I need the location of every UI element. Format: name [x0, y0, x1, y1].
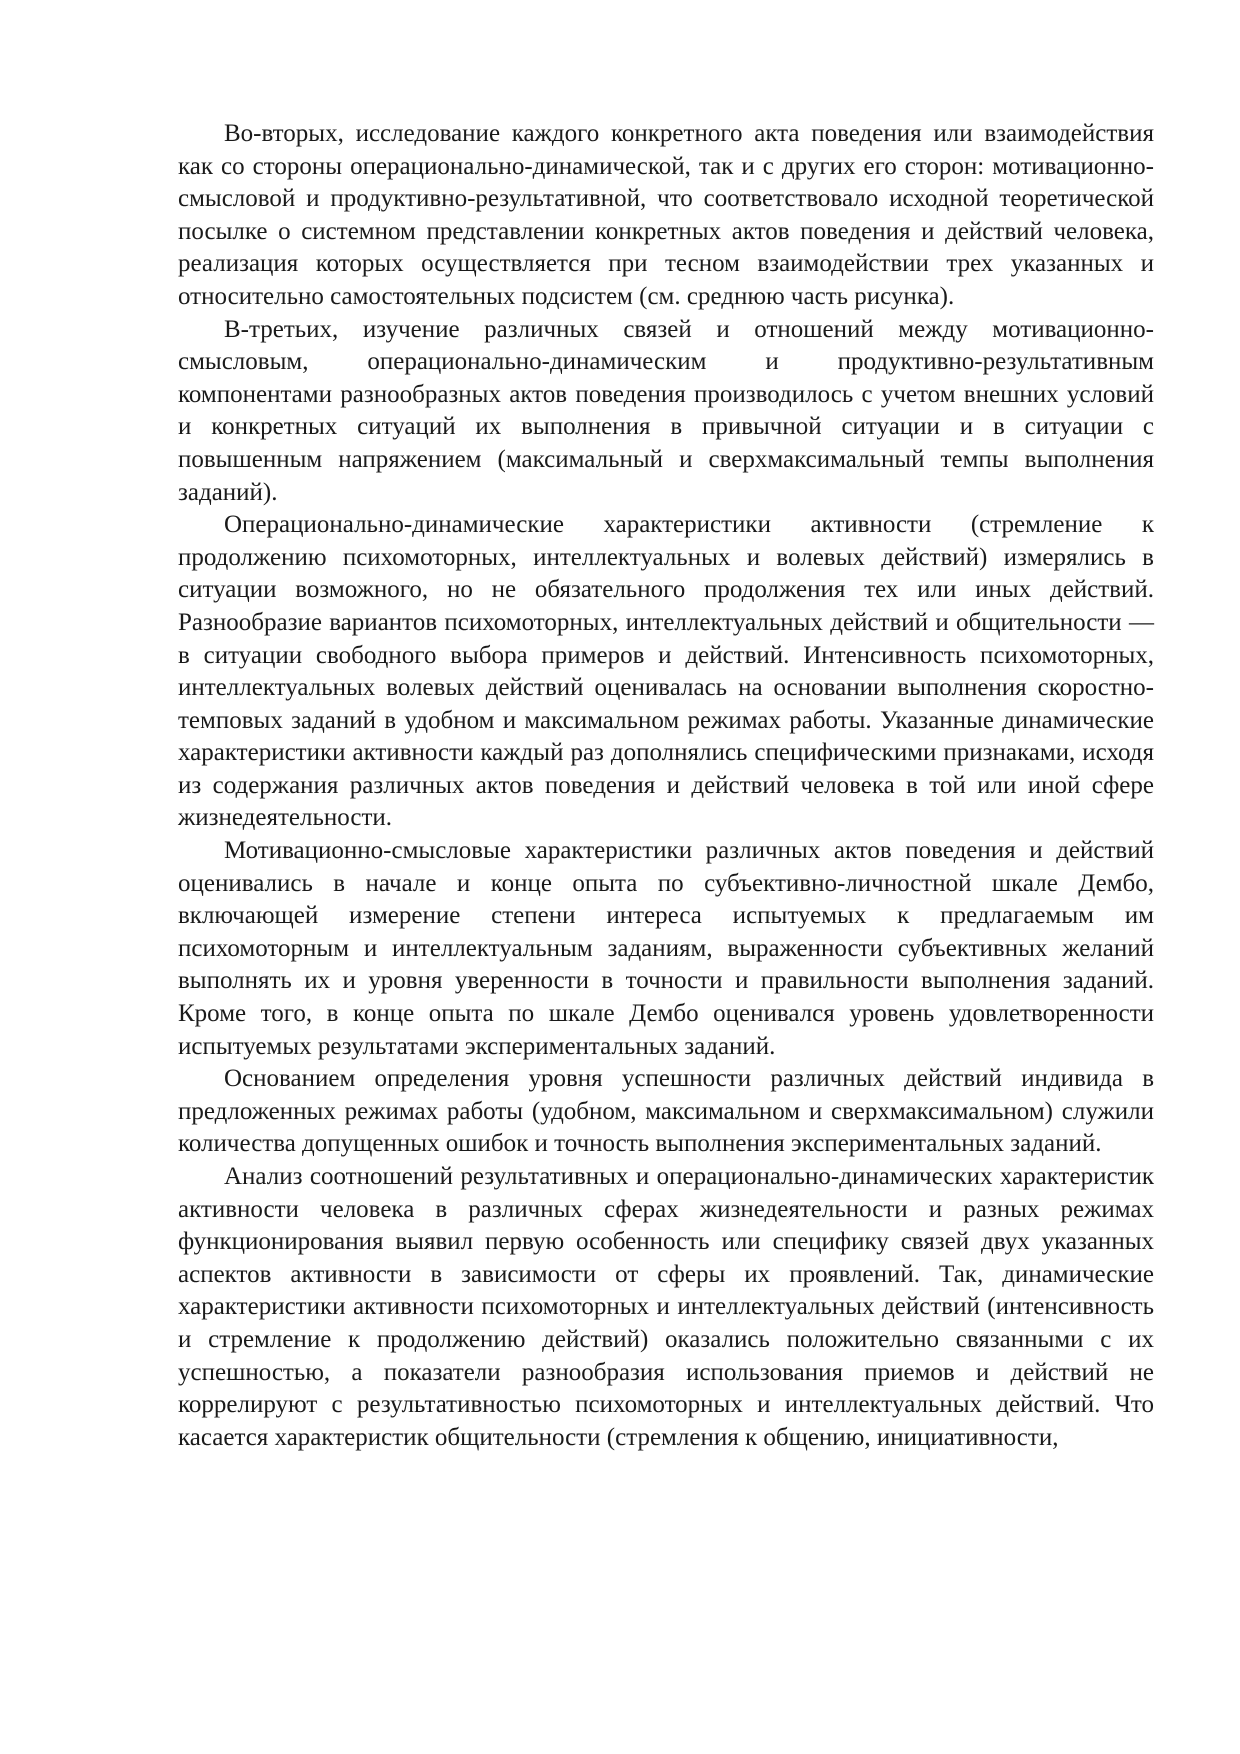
document-page [178, 118, 1154, 1454]
paragraph-second-point: Во-вторых, исследование каждого конкретного акта поведения или взаимодействия как со стороны операционально-динамической, так и с других его сторон: мотивационно-смысловой и продуктивно-результативной, что соответствовало исходной теоретической посылке о системном представлении конкретных актов поведения и действий человека, реализация которых осуществляется при тесном взаимодействии трех указанных и относительно самостоятельных подсистем (см. среднюю часть рисунка). [178, 120, 1154, 310]
paragraph-success-criteria: Основанием определения уровня успешности различных действий индивида в предложенных режимах работы (удобном, максимальном и сверхмаксимальном) служили количества допущенных ошибок и точность выполнения экспериментальных заданий. [178, 1065, 1154, 1158]
paragraph-motivational-semantic: Мотивационно-смысловые характеристики различных актов поведения и действий оценивались в начале и конце опыта по субъективно-личностной шкале Дембо, включающей измерение степени интереса испытуемых к предлагаемым им психомоторным и интеллектуальным заданиям, выраженности субъективных желаний выполнять их и уровня уверенности в точности и правильности выполнения заданий. Кроме того, в конце опыта по шкале Дембо оценивался уровень удовлетворенности испытуемых результатами экспериментальных заданий. [178, 837, 1154, 1060]
paragraph-analysis: Анализ соотношений результативных и операционально-динамических характеристик активности человека в различных сферах жизнедеятельности и разных режимах функционирования выявил первую особенность или специфику связей двух указанных аспектов активности в зависимости от сферы их проявлений. Так, динамические характеристики активности психомоторных и интеллектуальных действий (интенсивность и стремление к продолжению действий) оказались положительно связанными с их успешностью, а показатели разнообразия использования приемов и действий не коррелируют с результативностью психомоторных и интеллектуальных действий. Что касается характеристик общительности (стремления к общению, инициативности, [178, 1163, 1154, 1451]
paragraph-third-point: В-третьих, изучение различных связей и отношений между мотивационно-смысловым, операционально-динамическим и продуктивно-результативным компонентами разнообразных актов поведения производилось с учетом внешних условий и конкретных ситуаций их выполнения в привычной ситуации и в ситуации с повышенным напряжением (максимальный и сверхмаксимальный темпы выполнения заданий). [178, 315, 1154, 506]
paragraph-operational-dynamic: Операционально-динамические характеристики активности (стремление к продолжению психомоторных, интеллектуальных и волевых действий) измерялись в ситуации возможного, но не обязательного продолжения тех или иных действий. Разнообразие вариантов психомоторных, интеллектуальных действий и общительности — в ситуации свободного выбора примеров и действий. Интенсивность психомоторных, интеллектуальных волевых действий оценивалась на основании выполнения скоростно-темповых заданий в удобном и максимальном режимах работы. Указанные динамические характеристики активности каждый раз дополнялись специфическими признаками, исходя из содержания различных актов поведения и действий человека в той или иной сфере жизнедеятельности. [178, 511, 1154, 832]
